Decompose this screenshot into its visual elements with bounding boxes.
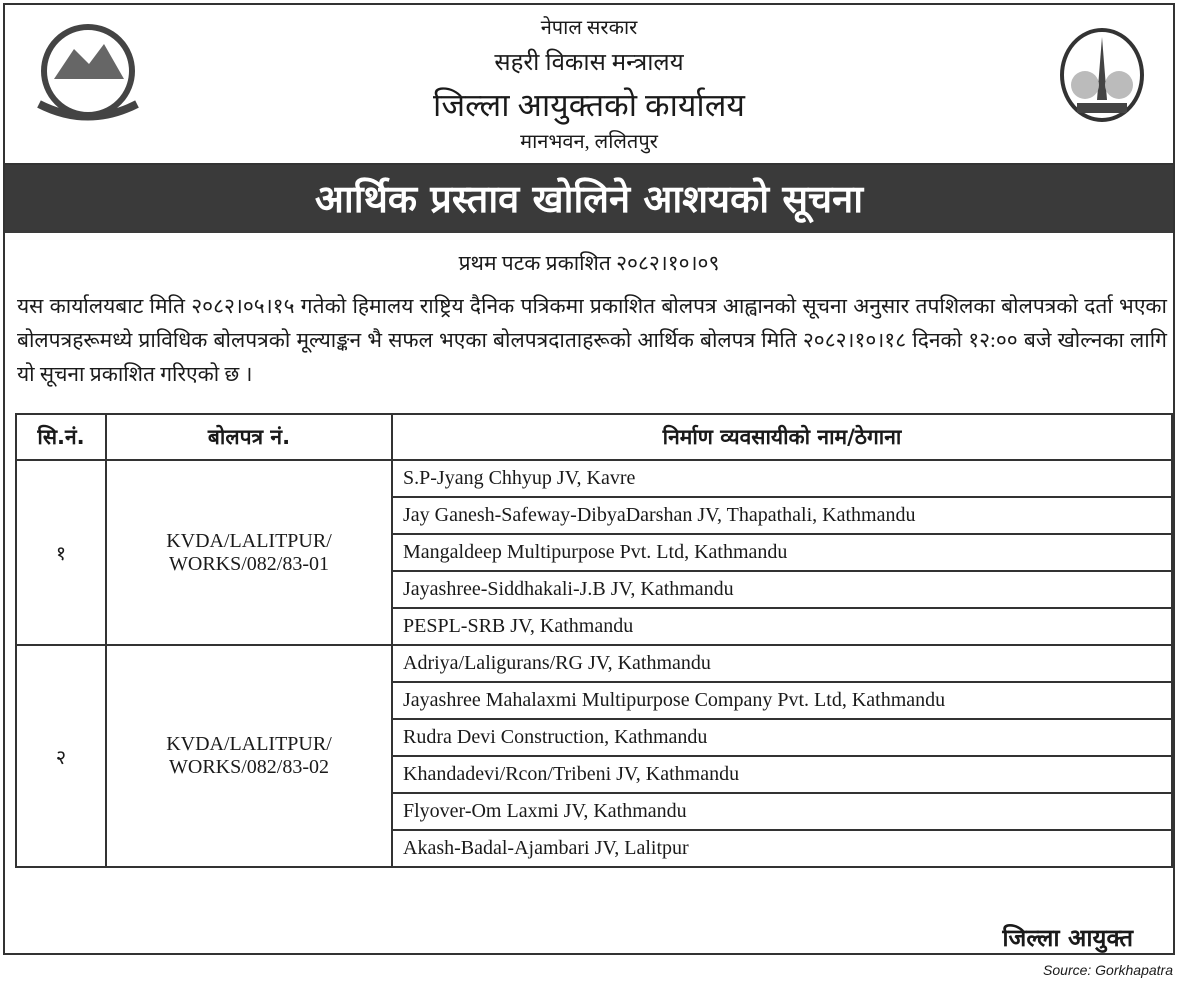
gov-name: नेपाल सरकार: [540, 17, 638, 39]
firm-name: Flyover-Om Laxmi JV, Kathmandu: [392, 793, 1172, 830]
firm-name: Rudra Devi Construction, Kathmandu: [392, 719, 1172, 756]
table-row: [16, 645, 1172, 682]
firm-name: Jayashree-Siddhakali-J.B JV, Kathmandu: [392, 571, 1172, 608]
firm-name: Khandadevi/Rcon/Tribeni JV, Kathmandu: [392, 756, 1172, 793]
serial-number: २: [16, 645, 106, 867]
office-name: जिल्ला आयुक्तको कार्यालय: [433, 87, 745, 123]
firm-name: Mangaldeep Multipurpose Pvt. Ltd, Kathmandu: [392, 534, 1172, 571]
col-sn: सि.नं.: [16, 414, 106, 460]
table-row: [16, 460, 1172, 497]
notice: [3, 3, 1175, 955]
firm-name: S.P-Jyang Chhyup JV, Kavre: [392, 460, 1172, 497]
firm-name: Adriya/Laligurans/RG JV, Kathmandu: [392, 645, 1172, 682]
notice-body: यस कार्यालयबाट मिति २०८२।०५।१५ गतेको हिमालय राष्ट्रिय दैनिक पत्रिकमा प्रकाशित बोलपत्र आह्वानको सूचना अनुसार तपशिलका बोलपत्रको दर्ता भएका बोलपत्रहरूमध्ये प्राविधिक बोलपत्रको मूल्याङ्कन भै सफल भएका बोलपत्रदाताहरूको आर्थिक बोलपत्र मिति २०८२।१०।१८ दिनको १२:०० बजे खोल्नका लागि यो सूचना प्रकाशित गरिएको छ ।: [17, 294, 1167, 386]
office-address: मानभवन, ललितपुर: [520, 131, 658, 153]
bidders-table: [15, 413, 1173, 868]
signature: जिल्ला आयुक्त: [1002, 924, 1133, 952]
ministry-name: सहरी विकास मन्त्रालय: [494, 50, 684, 76]
bid-number: KVDA/LALITPUR/ WORKS/082/83-01: [106, 460, 392, 645]
firm-name: PESPL-SRB JV, Kathmandu: [392, 608, 1172, 645]
firm-name: Akash-Badal-Ajambari JV, Lalitpur: [392, 830, 1172, 867]
notice-title: आर्थिक प्रस्ताव खोलिने आशयको सूचना: [5, 165, 1173, 233]
firm-name: Jay Ganesh-Safeway-DibyaDarshan JV, Thapathali, Kathmandu: [392, 497, 1172, 534]
source-credit: Source: Gorkhapatra: [1043, 962, 1173, 978]
header: [5, 5, 1173, 165]
firm-name: Jayashree Mahalaxmi Multipurpose Company Pvt. Ltd, Kathmandu: [392, 682, 1172, 719]
col-firm: निर्माण व्यवसायीको नाम/ठेगाना: [392, 414, 1172, 460]
serial-number: १: [16, 460, 106, 645]
col-bid-no: बोलपत्र नं.: [106, 414, 392, 460]
kvda-logo-icon: [1057, 25, 1147, 125]
published-date: प्रथम पटक प्रकाशित २०८२।१०।०९: [458, 251, 720, 275]
bid-number: KVDA/LALITPUR/ WORKS/082/83-02: [106, 645, 392, 867]
